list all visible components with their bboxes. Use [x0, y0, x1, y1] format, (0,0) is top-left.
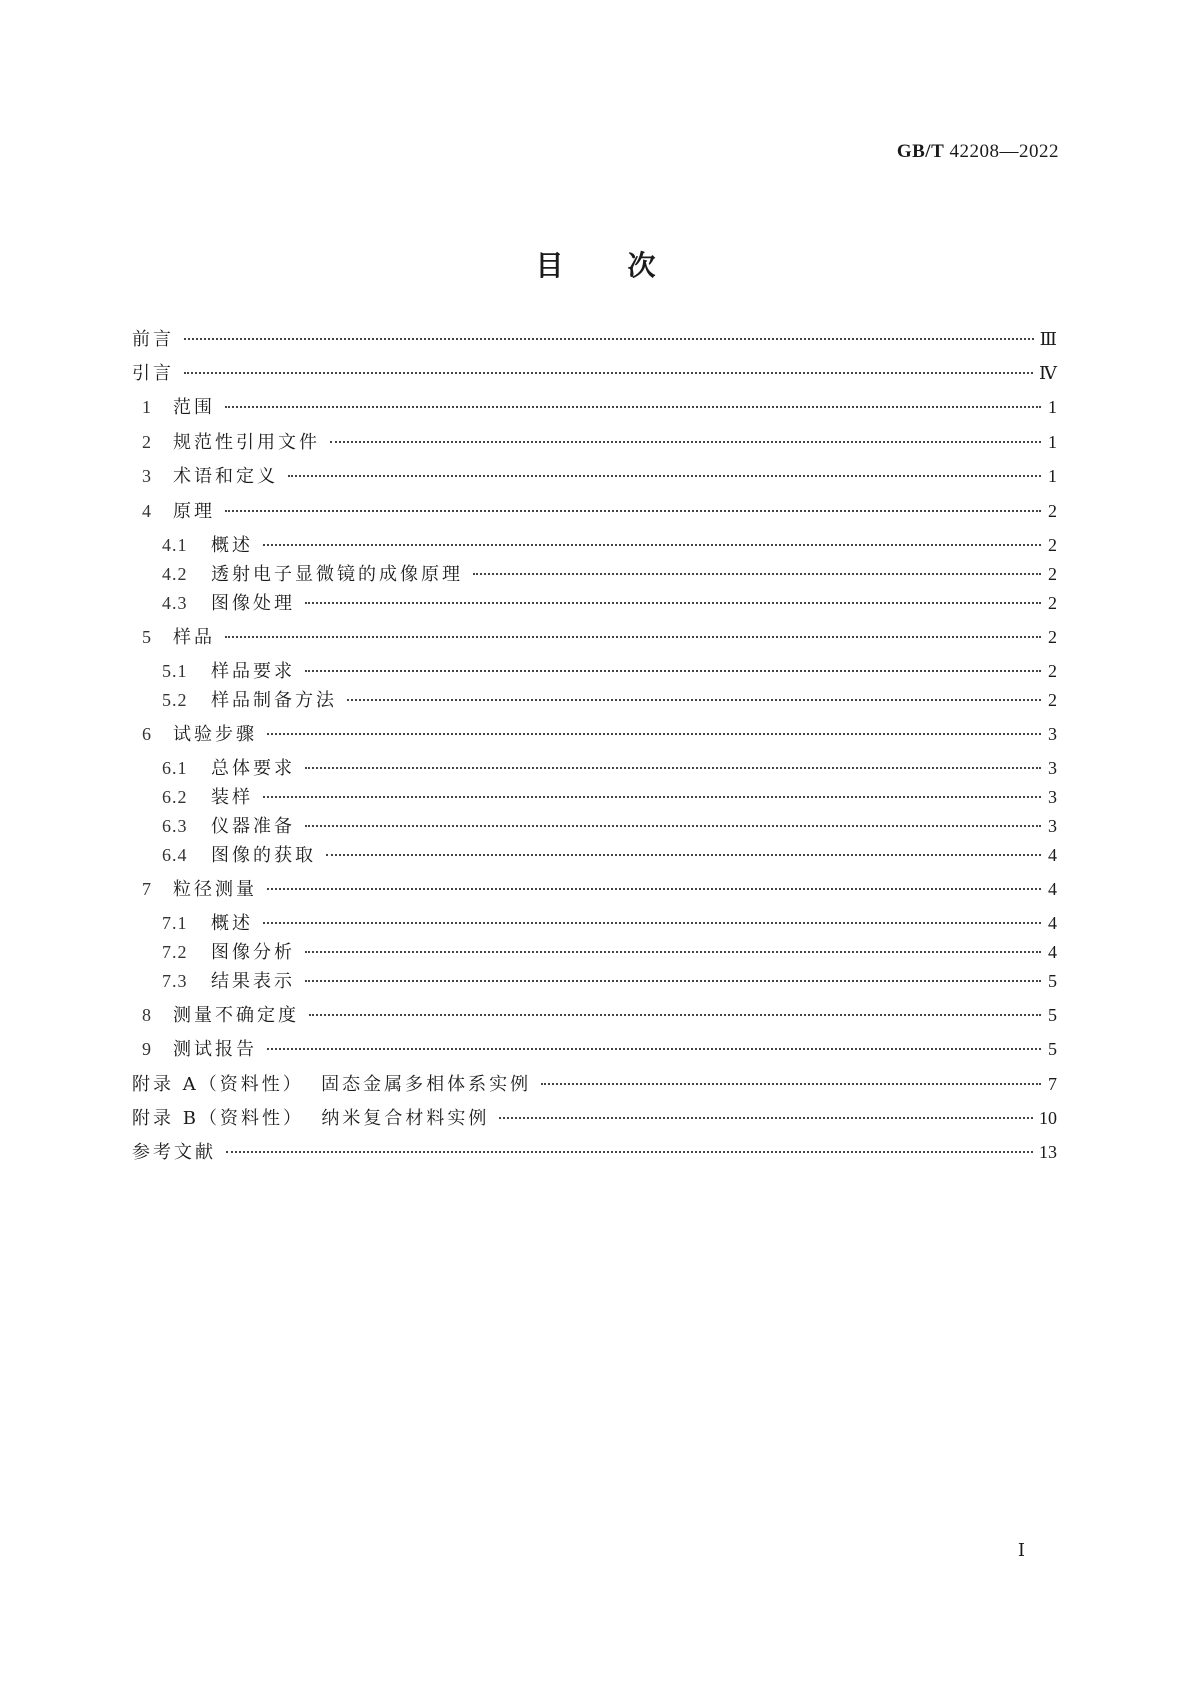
toc-entry-6[interactable]: [142, 722, 1057, 747]
page-title: [0, 244, 1191, 284]
toc-page: 5: [1048, 971, 1057, 991]
toc-label: 试验步骤: [173, 724, 257, 745]
toc-leader: [225, 510, 1041, 512]
toc-entry-7[interactable]: [142, 877, 1057, 902]
toc-number: 4: [142, 501, 152, 521]
toc-page: 4: [1048, 879, 1057, 899]
standard-code: [897, 141, 1059, 163]
toc-label: 透射电子显微镜的成像原理: [211, 564, 463, 585]
toc-entry-5-1[interactable]: [162, 659, 1057, 684]
toc-number: 6.1: [162, 758, 188, 778]
toc-number: 4.1: [162, 535, 188, 555]
toc-entry-4[interactable]: [142, 499, 1057, 524]
toc-page: 2: [1048, 501, 1057, 521]
toc-number: 8: [142, 1005, 152, 1025]
toc-leader: [347, 699, 1041, 701]
footer-page-number: Ⅰ: [1017, 1540, 1025, 1560]
title-char-1: 目: [535, 249, 564, 282]
toc-leader: [541, 1083, 1041, 1085]
toc-leader: [305, 602, 1041, 604]
toc-entry-7-3[interactable]: [162, 969, 1057, 994]
toc-page: 2: [1048, 661, 1057, 681]
toc-number: 9: [142, 1039, 152, 1059]
toc-label: 样品: [173, 627, 215, 648]
toc-label: 样品要求: [211, 661, 295, 682]
toc-page: 2: [1048, 690, 1057, 710]
toc-label: 样品制备方法: [211, 690, 337, 711]
toc-number: 2: [142, 432, 152, 452]
toc-label: 范围: [173, 397, 215, 418]
toc-page: 4: [1048, 913, 1057, 933]
toc-page: 3: [1048, 758, 1057, 778]
toc-entry-appendix-b[interactable]: [132, 1106, 1057, 1131]
toc-label: 原理: [173, 501, 215, 522]
toc-leader: [225, 636, 1041, 638]
toc-label: 概述: [211, 535, 253, 556]
toc-leader: [288, 475, 1041, 477]
title-char-2: 次: [627, 249, 656, 282]
toc-number: 4.2: [162, 564, 188, 584]
toc-label: 测量不确定度: [173, 1005, 299, 1026]
toc-number: 6.4: [162, 845, 188, 865]
toc-entry-1[interactable]: [142, 395, 1057, 420]
toc-entry-bibliography[interactable]: [132, 1140, 1057, 1165]
toc-leader: [267, 888, 1041, 890]
toc-number: 6: [142, 724, 152, 744]
toc-page: 2: [1048, 593, 1057, 613]
toc-leader: [326, 854, 1041, 856]
toc-label: 参考文献: [132, 1142, 216, 1163]
toc-number: 5.2: [162, 690, 188, 710]
toc-label: 前言: [132, 329, 174, 350]
toc-leader: [499, 1117, 1033, 1119]
toc-leader: [267, 733, 1041, 735]
toc-label: 规范性引用文件: [173, 432, 320, 453]
toc-number: 7.2: [162, 942, 188, 962]
toc-page: 10: [1039, 1108, 1057, 1128]
toc-label: 粒径测量: [173, 879, 257, 900]
toc-entry-6-4[interactable]: [162, 843, 1057, 868]
toc-label: 概述: [211, 913, 253, 934]
toc-number: 7.1: [162, 913, 188, 933]
toc-leader: [184, 372, 1033, 374]
toc-entry-6-1[interactable]: [162, 756, 1057, 781]
toc-number: 7: [142, 879, 152, 899]
toc-leader: [305, 951, 1041, 953]
toc-entry-foreword[interactable]: [132, 327, 1057, 352]
toc-page: 1: [1048, 397, 1057, 417]
toc-page: Ⅳ: [1039, 363, 1057, 383]
toc-label: 术语和定义: [173, 466, 278, 487]
toc-leader: [309, 1014, 1041, 1016]
toc-label: 附录 B（资料性） 纳米复合材料实例: [132, 1108, 490, 1129]
toc-leader: [305, 980, 1041, 982]
toc-label: 总体要求: [211, 758, 295, 779]
toc-label: 装样: [211, 787, 253, 808]
toc-number: 1: [142, 397, 152, 417]
toc-page: 3: [1048, 816, 1057, 836]
toc-page: 3: [1048, 787, 1057, 807]
toc-leader: [330, 441, 1041, 443]
toc-entry-5-2[interactable]: [162, 688, 1057, 713]
toc-page: 13: [1039, 1142, 1057, 1162]
toc-page: 2: [1048, 627, 1057, 647]
toc-leader: [305, 670, 1041, 672]
toc-entry-6-3[interactable]: [162, 814, 1057, 839]
toc-page: 3: [1048, 724, 1057, 744]
toc-number: 7.3: [162, 971, 188, 991]
toc-leader: [263, 922, 1041, 924]
toc-leader: [267, 1048, 1041, 1050]
toc-label: 附录 A（资料性） 固态金属多相体系实例: [132, 1074, 532, 1095]
toc-entry-6-2[interactable]: [162, 785, 1057, 810]
toc-entry-introduction[interactable]: [132, 361, 1057, 386]
toc-leader: [226, 1151, 1033, 1153]
toc-page: 2: [1048, 535, 1057, 555]
toc-entry-7-2[interactable]: [162, 940, 1057, 965]
toc-entry-5[interactable]: [142, 625, 1057, 650]
standard-number: 42208—2022: [949, 141, 1059, 162]
toc-label: 仪器准备: [211, 816, 295, 837]
toc-label: 图像分析: [211, 942, 295, 963]
toc-entry-4-3[interactable]: [162, 591, 1057, 616]
toc-page: 5: [1048, 1039, 1057, 1059]
toc-leader: [225, 406, 1041, 408]
standard-prefix: GB/T: [896, 141, 945, 162]
toc-label: 结果表示: [211, 971, 295, 992]
toc-leader: [263, 544, 1041, 546]
toc-entry-4-1[interactable]: [162, 533, 1057, 558]
toc-label: 图像处理: [211, 593, 295, 614]
toc-label: 测试报告: [173, 1039, 257, 1060]
toc-number: 5: [142, 627, 152, 647]
toc-leader: [184, 338, 1034, 340]
toc-leader: [305, 825, 1041, 827]
toc-entry-9[interactable]: [142, 1037, 1057, 1062]
toc-leader: [473, 573, 1041, 575]
toc-page: 1: [1048, 466, 1057, 486]
toc-number: 6.2: [162, 787, 188, 807]
toc-entry-4-2[interactable]: [162, 562, 1057, 587]
toc-entry-8[interactable]: [142, 1003, 1057, 1028]
toc-leader: [263, 796, 1041, 798]
toc-label: 图像的获取: [211, 845, 316, 866]
toc-page: 1: [1048, 432, 1057, 452]
toc-entry-appendix-a[interactable]: [132, 1072, 1057, 1097]
toc-entry-2[interactable]: [142, 430, 1057, 455]
toc-page: Ⅲ: [1039, 329, 1057, 349]
toc-page: 4: [1048, 845, 1057, 865]
toc-entry-7-1[interactable]: [162, 911, 1057, 936]
toc-number: 5.1: [162, 661, 188, 681]
toc-number: 3: [142, 466, 152, 486]
toc-number: 6.3: [162, 816, 188, 836]
toc-number: 4.3: [162, 593, 188, 613]
toc-leader: [305, 767, 1041, 769]
toc-page: 7: [1048, 1074, 1057, 1094]
toc-page: 4: [1048, 942, 1057, 962]
toc-entry-3[interactable]: [142, 464, 1057, 489]
toc-page: 5: [1048, 1005, 1057, 1025]
toc-label: 引言: [132, 363, 174, 384]
toc-page: 2: [1048, 564, 1057, 584]
